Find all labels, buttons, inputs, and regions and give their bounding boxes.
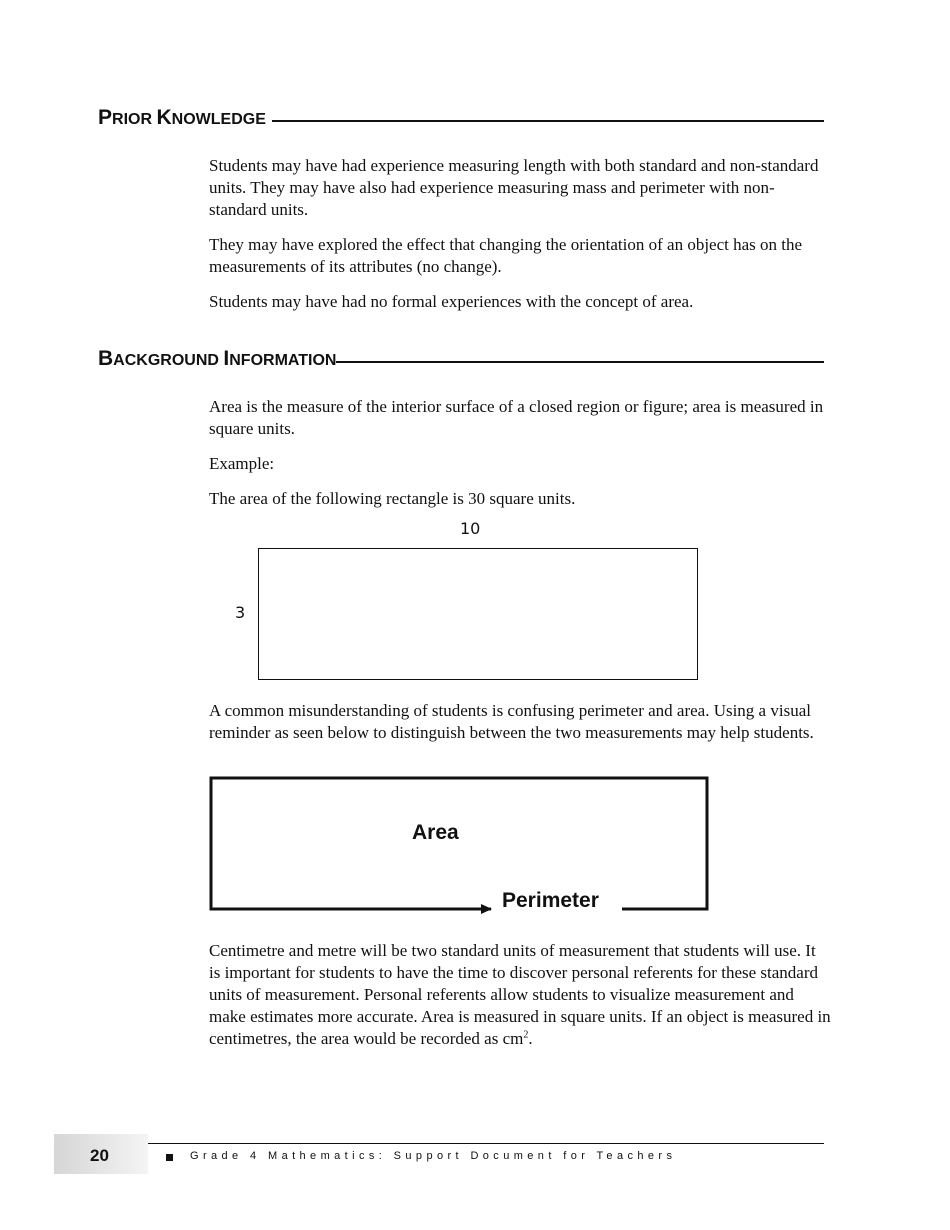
diagram-outline: [209, 776, 709, 916]
background-paragraph-3: The area of the following rectangle is 30 square units.: [209, 489, 576, 508]
heading-rest: RIOR: [112, 111, 157, 128]
heading-rest: ACKGROUND: [113, 352, 224, 369]
example-rectangle: [258, 548, 698, 680]
heading-initial: I: [223, 347, 230, 370]
footer-bullet-icon: [166, 1154, 173, 1161]
heading-initial: P: [98, 106, 113, 129]
superscript-2: 2: [523, 1029, 529, 1041]
heading-initial: B: [98, 347, 114, 370]
rect-height-label: 3: [235, 603, 246, 622]
page-number: 20: [90, 1146, 109, 1165]
paragraph-5-end: .: [528, 1029, 533, 1048]
heading-rest: NFORMATION: [229, 352, 337, 369]
section-heading-prior-knowledge: [98, 107, 266, 128]
perimeter-label: Perimeter: [502, 889, 599, 912]
prior-paragraph-1: Students may have had experience measuring length with both standard and non-standard units. They may have also had experience measuring mass and perimeter with non-standard units.: [209, 156, 819, 219]
footer-document-title: Grade 4 Mathematics: Support Document for Teachers: [190, 1150, 677, 1162]
background-paragraph-4: A common misunderstanding of students is confusing perimeter and area. Using a visual reminder as seen below to distinguish between the two measurements may help students.: [209, 701, 814, 742]
background-paragraph-example: Example:: [209, 454, 275, 473]
footer-rule: [148, 1143, 824, 1144]
background-paragraph-5: [209, 940, 831, 1050]
prior-paragraph-3: Students may have had no formal experiences with the concept of area.: [209, 292, 694, 311]
heading-rule: [336, 361, 824, 363]
heading-rule: [272, 120, 824, 122]
prior-paragraph-2: They may have explored the effect that changing the orientation of an object has on the measurements of its attributes (no change).: [209, 235, 803, 276]
heading-rest: NOWLEDGE: [171, 111, 266, 128]
section-heading-background-information: [98, 348, 336, 369]
background-paragraph-1: Area is the measure of the interior surface of a closed region or figure; area is measured in square units.: [209, 397, 824, 438]
rect-width-label: 10: [460, 519, 481, 538]
heading-initial: K: [156, 106, 172, 129]
paragraph-5-text: Centimetre and metre will be two standard units of measurement that students will use. It is important for students to have the time to discover personal referents for these standard units of measurement. Personal referents allow students to visualize measurement and make estimates more accurate. Area is measured in square units. If an object is measured in centimetres, the area would be recorded as cm: [209, 941, 831, 1048]
area-label: Area: [412, 821, 459, 844]
